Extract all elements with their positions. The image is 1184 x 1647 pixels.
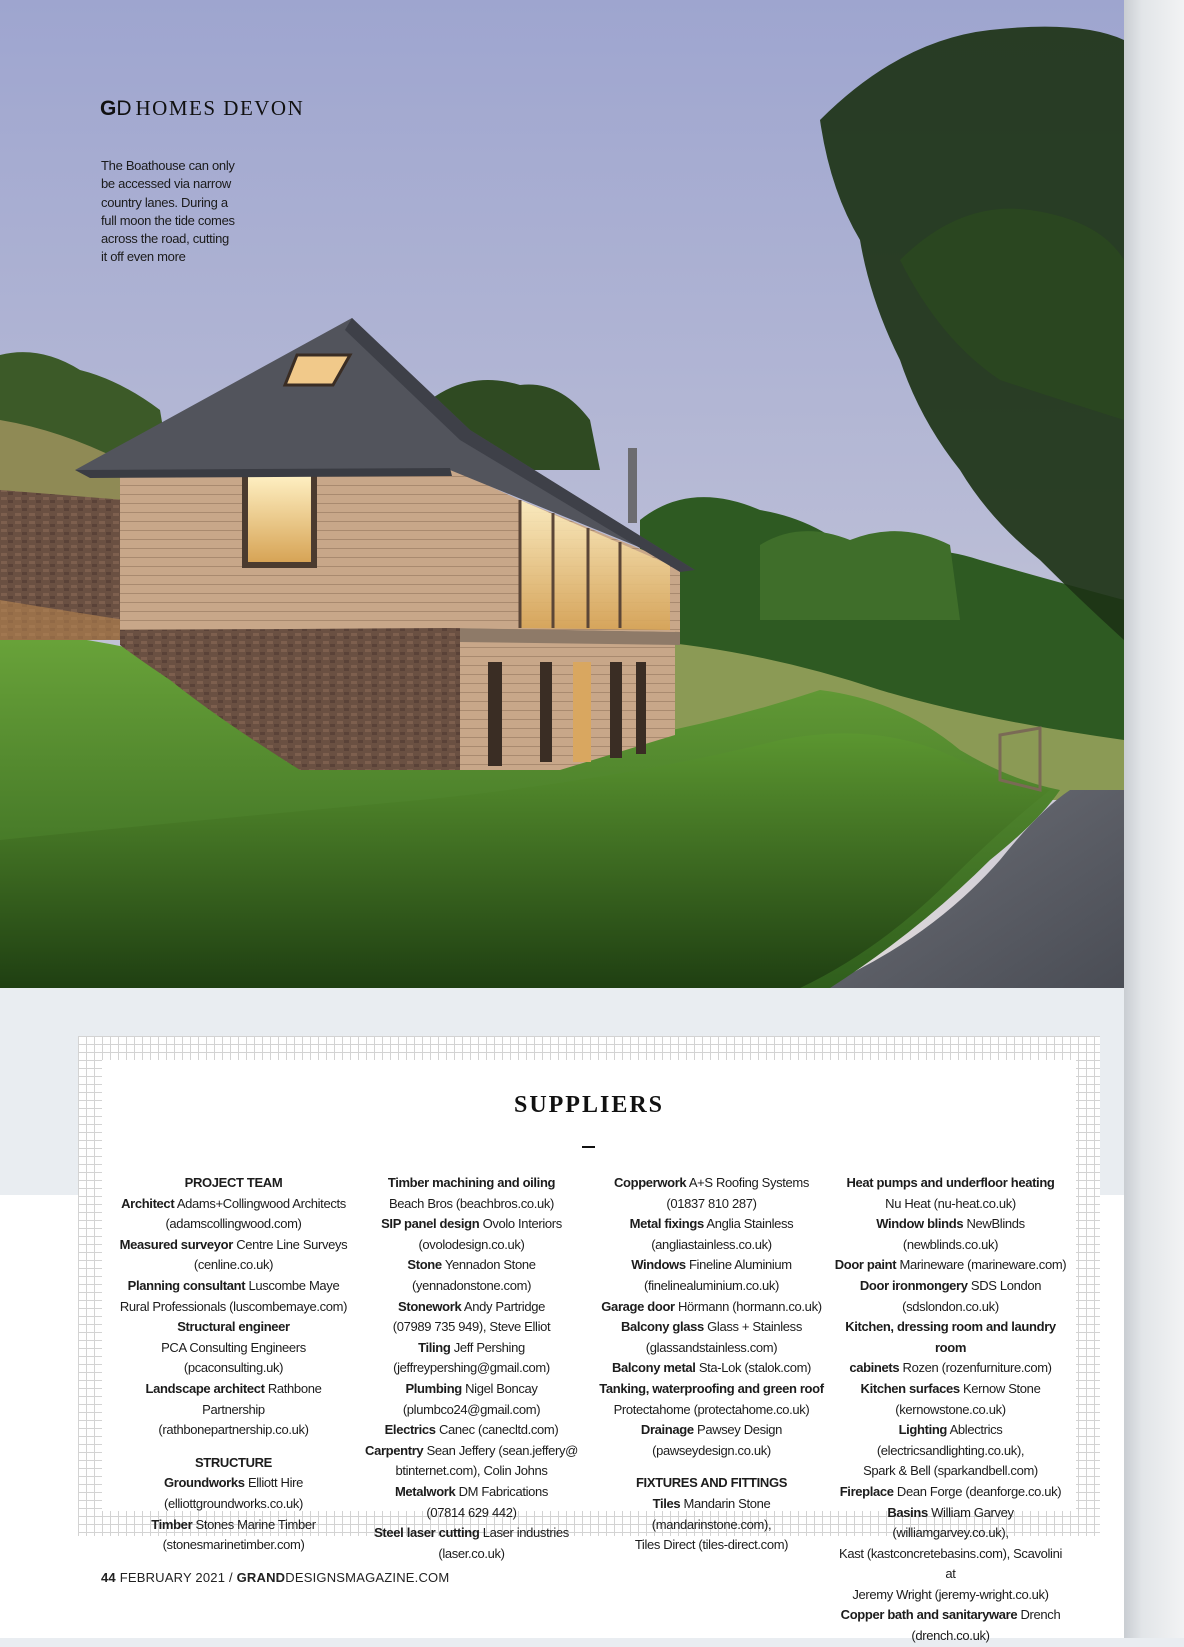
- supplier-name: Sean Jeffery (sean.jeffery@: [426, 1442, 578, 1458]
- supplier-entry: [594, 1297, 829, 1318]
- supplier-role: Stonework: [398, 1298, 462, 1314]
- supplier-detail: Rural Professionals (luscombemaye.com): [119, 1298, 348, 1314]
- supplier-name: Pawsey Design: [697, 1422, 783, 1438]
- supplier-section-heading: FIXTURES AND FITTINGS: [635, 1475, 788, 1491]
- supplier-name: Hörmann (hormann.co.uk): [678, 1298, 822, 1314]
- supplier-role: Groundworks: [164, 1475, 245, 1491]
- supplier-entry: [833, 1255, 1068, 1276]
- supplier-role: cabinets: [849, 1360, 900, 1376]
- supplier-role: Tiling: [418, 1339, 451, 1355]
- supplier-name: NewBlinds (newblinds.co.uk): [902, 1216, 1025, 1252]
- supplier-entry: [833, 1503, 1068, 1544]
- supplier-detail: Beach Bros (beachbros.co.uk): [388, 1195, 555, 1211]
- supplier-entry: [354, 1523, 589, 1544]
- supplier-role: Basins: [887, 1504, 928, 1520]
- supplier-entry: [354, 1441, 589, 1462]
- supplier-role: Door paint: [834, 1257, 897, 1273]
- supplier-role: Fireplace: [839, 1483, 894, 1499]
- supplier-detail: (kernowstone.co.uk): [895, 1401, 1006, 1417]
- supplier-detail: (ovolodesign.co.uk): [418, 1236, 525, 1252]
- supplier-entry: [833, 1173, 1068, 1194]
- supplier-role: Measured surveyor: [119, 1236, 233, 1252]
- supplier-detail: (elliottgroundworks.co.uk): [163, 1495, 304, 1511]
- supplier-name: Drench: [1020, 1607, 1061, 1623]
- supplier-role: Carpentry: [365, 1442, 424, 1458]
- supplier-role: Windows: [631, 1257, 686, 1273]
- supplier-detail: Kast (kastconcretebasins.com), Scavolini at: [839, 1545, 1062, 1582]
- supplier-role: SIP panel design: [381, 1216, 480, 1232]
- supplier-entry: [354, 1214, 589, 1235]
- title-divider: [582, 1146, 595, 1148]
- supplier-detail: (01837 810 287): [666, 1195, 757, 1211]
- supplier-name: Nigel Boncay: [465, 1380, 538, 1396]
- supplier-entry: [594, 1317, 829, 1338]
- supplier-role: Plumbing: [405, 1380, 462, 1396]
- supplier-entry: [116, 1515, 351, 1536]
- supplier-entry: [116, 1317, 351, 1338]
- supplier-entry: [833, 1214, 1068, 1255]
- supplier-detail: Jeremy Wright (jeremy-wright.co.uk): [852, 1586, 1049, 1602]
- supplier-role: Kitchen, dressing room and laundry room: [845, 1319, 1056, 1355]
- supplier-role: Garage door: [601, 1298, 675, 1314]
- supplier-detail: (pcaconsulting.uk): [183, 1360, 284, 1376]
- supplier-role: Architect: [121, 1195, 175, 1211]
- supplier-name: Dean Forge (deanforge.co.uk): [896, 1483, 1062, 1499]
- supplier-role: Metal fixings: [629, 1216, 704, 1232]
- supplier-entry: [833, 1317, 1068, 1358]
- suppliers-column-2: [354, 1173, 589, 1564]
- supplier-detail: (glassandstainless.com): [645, 1339, 778, 1355]
- supplier-role: Balcony glass: [620, 1319, 704, 1335]
- supplier-role: Electrics: [384, 1422, 436, 1438]
- supplier-detail: (stonesmarinetimber.com): [162, 1537, 305, 1553]
- supplier-name: Elliott Hire: [247, 1475, 303, 1491]
- supplier-section-heading: PROJECT TEAM: [184, 1175, 283, 1190]
- supplier-name: Fineline Aluminium: [688, 1257, 792, 1273]
- supplier-detail: btinternet.com), Colin Johns: [395, 1463, 548, 1479]
- supplier-detail: (finelinealuminium.co.uk): [643, 1277, 780, 1293]
- supplier-entry: [116, 1276, 351, 1297]
- supplier-entry: [594, 1173, 829, 1194]
- supplier-entry: [833, 1358, 1068, 1379]
- supplier-role: Stone: [407, 1257, 442, 1273]
- supplier-entry: [354, 1255, 589, 1296]
- brand-label: HOMES DEVON: [135, 96, 305, 120]
- supplier-entry: [116, 1194, 351, 1215]
- supplier-role: Window blinds: [876, 1216, 964, 1232]
- supplier-name: Kernow Stone: [962, 1380, 1041, 1396]
- supplier-detail: Tiles Direct (tiles-direct.com): [634, 1537, 789, 1553]
- supplier-role: Tiles: [652, 1495, 681, 1511]
- supplier-name: DM Fabrications: [458, 1483, 549, 1499]
- supplier-name: Centre Line Surveys: [236, 1236, 348, 1252]
- page-number: 44: [101, 1570, 116, 1585]
- supplier-detail: (jeffreypershing@gmail.com): [393, 1360, 550, 1376]
- supplier-role: Balcony metal: [611, 1360, 696, 1376]
- supplier-role: Steel laser cutting: [374, 1525, 480, 1541]
- supplier-detail: (laser.co.uk): [438, 1545, 505, 1561]
- supplier-entry: [116, 1235, 351, 1256]
- page-footer: [101, 1570, 449, 1585]
- supplier-name: Yennadon Stone (yennadonstone.com): [411, 1257, 536, 1293]
- supplier-name: Luscombe Maye: [248, 1277, 340, 1293]
- supplier-detail: (rathbonepartnership.co.uk): [158, 1422, 309, 1438]
- supplier-name: Mandarin Stone (mandarinstone.com),: [651, 1495, 772, 1532]
- supplier-name: Ablectrics: [949, 1422, 1003, 1438]
- supplier-name: Marineware (marineware.com): [899, 1257, 1067, 1273]
- supplier-role: Kitchen surfaces: [860, 1380, 960, 1396]
- supplier-name: Adams+Collingwood Architects: [176, 1195, 346, 1211]
- supplier-name: Canec (canecltd.com): [438, 1422, 559, 1438]
- supplier-detail: (07814 629 442): [426, 1504, 517, 1520]
- supplier-entry: [594, 1358, 829, 1379]
- supplier-detail: (cenline.co.uk): [193, 1257, 274, 1273]
- supplier-role: Metalwork: [394, 1483, 456, 1499]
- supplier-entry: [116, 1473, 351, 1494]
- supplier-detail: (plumbco24@gmail.com): [402, 1401, 541, 1417]
- suppliers-column-1: [116, 1173, 351, 1556]
- page-curl-shadow: [1124, 0, 1184, 1638]
- supplier-role: Lighting: [898, 1422, 948, 1438]
- supplier-detail: Protectahome (protectahome.co.uk): [613, 1401, 810, 1417]
- supplier-role: Copperwork: [613, 1175, 687, 1190]
- supplier-entry: [354, 1297, 589, 1318]
- supplier-entry: [116, 1379, 351, 1420]
- supplier-detail: (drench.co.uk): [911, 1628, 990, 1644]
- issue-date: FEBRUARY 2021: [119, 1570, 226, 1585]
- supplier-name: A+S Roofing Systems: [688, 1175, 810, 1190]
- photo-caption: The Boathouse can only be accessed via narrow country lanes. During a full moon the tide comes across the road, cutting it off even more: [101, 158, 235, 265]
- supplier-role: Timber machining and oiling: [387, 1175, 556, 1190]
- footer-separator: /: [228, 1570, 233, 1585]
- supplier-role: Structural engineer: [177, 1319, 290, 1335]
- supplier-name: Rathbone Partnership: [202, 1380, 322, 1417]
- supplier-entry: [594, 1255, 829, 1276]
- supplier-name: SDS London (sdslondon.co.uk): [902, 1277, 1042, 1314]
- supplier-detail: (angliastainless.co.uk): [651, 1236, 772, 1252]
- supplier-entry: [594, 1214, 829, 1235]
- supplier-entry: [594, 1379, 829, 1400]
- supplier-entry: [354, 1338, 589, 1359]
- section-brand: [100, 96, 304, 121]
- supplier-detail: (electricsandlighting.co.uk),: [876, 1442, 1025, 1458]
- supplier-detail: PCA Consulting Engineers: [161, 1339, 306, 1355]
- supplier-name: Jeff Pershing: [453, 1339, 525, 1355]
- supplier-role: Drainage: [640, 1422, 694, 1438]
- supplier-entry: [354, 1420, 589, 1441]
- supplier-role: Copper bath and sanitaryware: [840, 1607, 1018, 1623]
- supplier-entry: [833, 1605, 1068, 1626]
- supplier-name: Anglia Stainless: [706, 1216, 794, 1232]
- suppliers-column-3: [594, 1173, 829, 1556]
- supplier-name: Glass + Stainless: [707, 1319, 802, 1335]
- supplier-entry: [354, 1482, 589, 1503]
- supplier-detail: Spark & Bell (sparkandbell.com): [863, 1463, 1038, 1479]
- supplier-name: William Garvey (williamgarvey.co.uk),: [892, 1504, 1014, 1541]
- supplier-name: Andy Partridge: [463, 1298, 545, 1314]
- supplier-detail: (07989 735 949), Steve Elliot: [392, 1319, 551, 1335]
- supplier-name: Sta-Lok (stalok.com): [698, 1360, 812, 1376]
- suppliers-title: SUPPLIERS: [513, 1092, 665, 1118]
- supplier-name: Ovolo Interiors: [482, 1216, 562, 1232]
- supplier-role: Landscape architect: [145, 1380, 265, 1396]
- supplier-name: Rozen (rozenfurniture.com): [902, 1360, 1052, 1376]
- supplier-entry: [594, 1420, 829, 1441]
- supplier-entry: [354, 1173, 589, 1194]
- suppliers-column-4: [833, 1173, 1068, 1647]
- supplier-role: Planning consultant: [127, 1277, 246, 1293]
- supplier-role: Heat pumps and underfloor heating: [846, 1175, 1055, 1190]
- supplier-entry: [833, 1379, 1068, 1400]
- supplier-entry: [833, 1482, 1068, 1503]
- supplier-name: Stones Marine Timber: [195, 1516, 316, 1532]
- supplier-role: Door ironmongery: [859, 1277, 968, 1293]
- supplier-section-heading: STRUCTURE: [194, 1454, 272, 1470]
- supplier-role: Tanking, waterproofing and green roof: [599, 1380, 824, 1396]
- supplier-name: Laser industries: [482, 1525, 569, 1541]
- supplier-detail: (adamscollingwood.com): [165, 1216, 302, 1232]
- site-name-rest: DESIGNSMAGAZINE.COM: [285, 1570, 450, 1585]
- site-name-bold: GRAND: [236, 1570, 286, 1585]
- supplier-detail: (pawseydesign.co.uk): [652, 1442, 771, 1458]
- brand-logo-d: D: [116, 97, 132, 120]
- supplier-entry: [594, 1494, 829, 1535]
- supplier-entry: [354, 1379, 589, 1400]
- supplier-entry: [833, 1276, 1068, 1317]
- supplier-detail: Nu Heat (nu-heat.co.uk): [885, 1195, 1016, 1211]
- brand-logo-g: G: [100, 97, 117, 120]
- supplier-role: Timber: [151, 1516, 193, 1532]
- supplier-entry: [833, 1420, 1068, 1441]
